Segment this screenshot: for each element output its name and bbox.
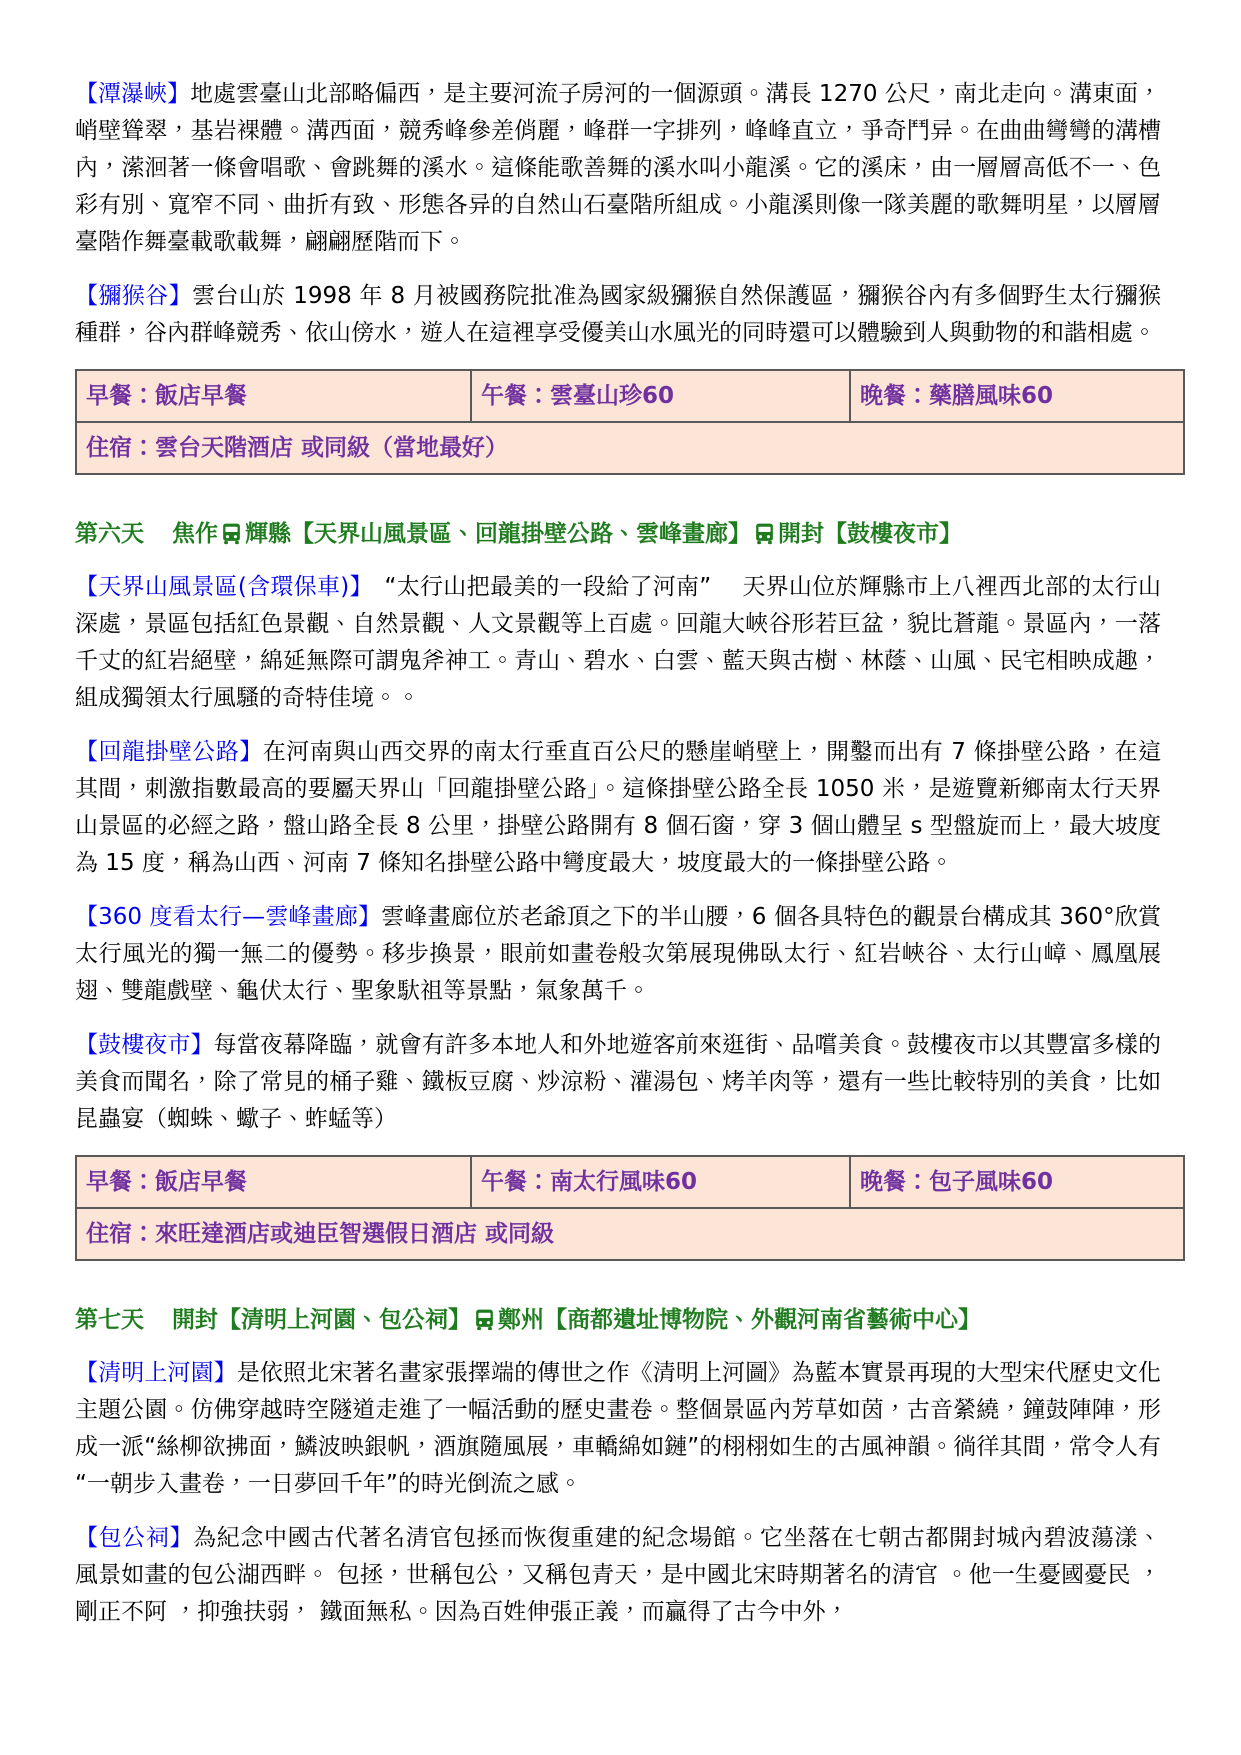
day6-dest2: 開封【鼓樓夜市】	[778, 521, 962, 547]
meal-lodging-table-day5	[75, 369, 1185, 475]
meal-row	[76, 1156, 1184, 1208]
paragraph-huilong	[75, 734, 1161, 882]
meal-lodging-table-day6-wrap	[75, 1155, 1161, 1261]
paragraph-qingming-text: 是依照北宋著名畫家張擇端的傳世之作《清明上河圖》為藍本實景再現的大型宋代歷史文化主題公園。仿佛穿越時空隧道走進了一幅活動的歷史畫卷。整個景區內芳草如茵，古音縈繞，鐘鼓陣陣，形成一派“絲柳欲拂面，鱗波映銀帆，酒旗隨風展，車轎綿如鏈”的栩栩如生的古風神韻。徜徉其間，常令人有“一朝步入畫卷，一日夢回千年”的時光倒流之感。	[75, 1360, 1162, 1497]
meal-row	[76, 370, 1184, 422]
day7-number: 第七天	[75, 1307, 144, 1333]
dinner-cell: 晚餐：藥膳風味60	[850, 370, 1184, 422]
attraction-label-yunfeng: 【360 度看太行—雲峰畫廊】	[75, 904, 382, 930]
document-content	[75, 76, 1161, 1631]
day7-dest1: 鄭州【商都遺址博物院、外觀河南省藝術中心】	[498, 1307, 981, 1333]
lodging-cell: 住宿：來旺達酒店或迪臣智選假日酒店 或同級	[76, 1208, 1184, 1260]
paragraph-mihougu-text: 雲台山於 1998 年 8 月被國務院批准為國家級獼猴自然保護區，獼猴谷內有多個野生太行獼猴種群，谷內群峰競秀、依山傍水，遊人在這裡享受優美山水風光的同時還可以體驗到人與動物的和諧相處。	[75, 283, 1161, 346]
bus-icon	[473, 1308, 496, 1331]
paragraph-tanpuxia-text: 地處雲臺山北部略偏西，是主要河流子房河的一個源頭。溝長 1270 公尺，南北走向。溝東面，峭壁聳翠，基岩裸體。溝西面，競秀峰參差俏麗，峰群一字排列，峰峰直立，爭奇鬥异。在曲曲彎彎的溝槽內，潆洄著一條會唱歌、會跳舞的溪水。這條能歌善舞的溪水叫小龍溪。它的溪床，由一層層高低不一、色彩有別、寬窄不同、曲折有致、形態各异的自然山石臺階所組成。小龍溪則像一隊美麗的歌舞明星，以層層臺階作舞臺載歌載舞，翩翩歷階而下。	[75, 81, 1161, 255]
lunch-cell: 午餐：雲臺山珍60	[471, 370, 850, 422]
attraction-label-tanpuxia: 【潭瀑峽】	[75, 81, 191, 107]
paragraph-huilong-text: 在河南與山西交界的南太行垂直百公尺的懸崖峭壁上，開鑿而出有 7 條掛壁公路，在這其間，刺激指數最高的要屬天界山「回龍掛壁公路」。這條掛壁公路全長 1050 米，是遊覽新鄉南太行天界山景區的必經之路，盤山路全長 8 公里，掛壁公路開有 8 個石窗，穿 3 個山體呈 s 型盤旋而上，最大坡度為 15 度，稱為山西、河南 7 條知名掛壁公路中彎度最大，坡度最大的一條掛壁公路。	[75, 739, 1161, 876]
breakfast-cell: 早餐：飯店早餐	[76, 370, 471, 422]
meal-lodging-table-day5-wrap	[75, 369, 1161, 475]
attraction-label-tianjieshan: 【天界山風景區(含環保車)】	[75, 574, 362, 600]
day6-dest1: 輝縣【天界山風景區、回龍掛壁公路、雲峰畫廊】	[245, 521, 751, 547]
day6-heading	[75, 517, 1161, 551]
paragraph-gulou	[75, 1027, 1161, 1138]
bus-icon	[220, 522, 243, 545]
lodging-cell: 住宿：雲台天階酒店 或同級（當地最好）	[76, 422, 1184, 474]
day7-from: 開封【清明上河園、包公祠】	[172, 1307, 471, 1333]
paragraph-yunfeng-text: 雲峰畫廊位於老爺頂之下的半山腰，6 個各具特色的觀景台構成其 360°欣賞太行風光的獨一無二的優勢。移步換景，眼前如畫卷般次第展現佛臥太行、紅岩峽谷、太行山嶂、鳳凰展翅、雙龍戲壁、龜伏太行、聖象馱祖等景點，氣象萬千。	[75, 904, 1161, 1004]
paragraph-baogong	[75, 1520, 1161, 1631]
attraction-label-mihougu: 【獼猴谷】	[75, 283, 192, 309]
paragraph-tianjieshan-text: “太行山把最美的一段給了河南” 天界山位於輝縣市上八裡西北部的太行山深處，景區包括紅色景觀、自然景觀、人文景觀等上百處。回龍大峽谷形若巨盆，貌比蒼龍。景區內，一落千丈的紅岩絕壁，綿延無際可謂鬼斧神工。青山、碧水、白雲、藍天與古樹、林蔭、山風、民宅相映成趣，組成獨領太行風騷的奇特佳境。。	[75, 574, 1161, 711]
breakfast-cell: 早餐：飯店早餐	[76, 1156, 471, 1208]
paragraph-mihougu	[75, 278, 1161, 352]
day6-from: 焦作	[172, 521, 218, 547]
attraction-label-qingming: 【清明上河園】	[75, 1360, 237, 1386]
paragraph-tanpuxia	[75, 76, 1161, 261]
bus-icon	[753, 522, 776, 545]
paragraph-gulou-text: 每當夜幕降臨，就會有許多本地人和外地遊客前來逛街、品嚐美食。鼓樓夜市以其豐富多樣的美食而聞名，除了常見的桶子雞、鐵板豆腐、炒涼粉、灌湯包、烤羊肉等，還有一些比較特別的美食，比如昆蟲宴（蜘蛛、蠍子、蚱蜢等）	[75, 1032, 1162, 1132]
day6-number: 第六天	[75, 521, 144, 547]
attraction-label-gulou: 【鼓樓夜市】	[75, 1032, 214, 1058]
lodging-row	[76, 1208, 1184, 1260]
paragraph-baogong-text: 為紀念中國古代著名清官包拯而恢復重建的紀念場館。它坐落在七朝古都開封城內碧波蕩漾、 風景如畫的包公湖西畔。 包拯，世稱包公，又稱包青天，是中國北宋時期著名的清官 。他一生憂國憂民 ，剛正不阿 ，抑強扶弱， 鐵面無私。因為百姓伸張正義，而贏得了古今中外，	[75, 1525, 1162, 1625]
paragraph-tianjieshan	[75, 569, 1161, 717]
paragraph-qingming	[75, 1355, 1161, 1503]
day7-heading	[75, 1303, 1161, 1337]
lunch-cell: 午餐：南太行風味60	[471, 1156, 850, 1208]
meal-lodging-table-day6	[75, 1155, 1185, 1261]
lodging-row	[76, 422, 1184, 474]
dinner-cell: 晚餐：包子風味60	[850, 1156, 1184, 1208]
paragraph-yunfeng	[75, 899, 1161, 1010]
attraction-label-huilong: 【回龍掛壁公路】	[75, 739, 263, 765]
attraction-label-baogong: 【包公祠】	[75, 1525, 194, 1551]
